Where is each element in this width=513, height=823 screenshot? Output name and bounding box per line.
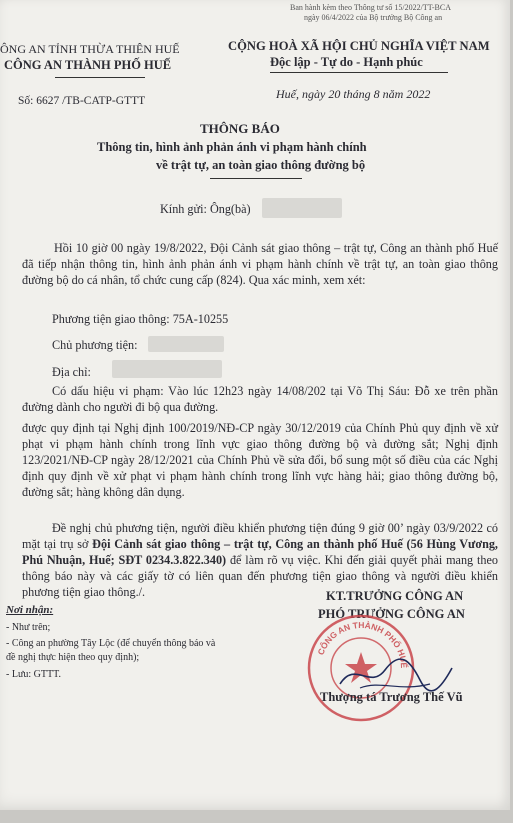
greeting: Kính gửi: Ông(bà) [160,202,251,216]
notice-title: THÔNG BÁO [200,121,280,136]
notice-subtitle-1: Thông tin, hình ảnh phản ánh vi phạm hành chính [97,140,367,154]
redacted-owner [148,336,224,352]
doc-number: Số: 6627 /TB-CATP-GTTT [18,95,146,107]
sign-title-1: KT.TRƯỞNG CÔNG AN [326,589,464,603]
request-part-1: Đề nghị chủ phương tiện, người điều khiển phương tiện đúng 9 giờ 00’ ngày 03/9/2022 có mặt tại trụ sở [22,521,498,551]
nation-line-1: CỘNG HOÀ XÃ HỘI CHỦ NGHĨA VIỆT NAM [228,39,490,53]
request-office: Đội Cảnh sát giao thông – trật tự, Công an thành phố Huế (56 Hùng Vương, Phú Nhuận, Huế; SĐT 0234.3.822.340) [22,537,498,567]
regulation-text: được quy định tại Nghị định 100/2019/NĐ-CP ngày 30/12/2019 của Chính Phủ quy định về xử phạt vi phạm hành chính trong lĩnh vực giao thông đường bộ và đường sắt; Nghị định 123/2021/NĐ-CP ngày 28/12/2021 của Chính Phủ về sửa đổi, bổ sung một số điều của các Nghị định quy định về xử phạt vi phạm hành chính trong lĩnh vực hàng hải; giao thông đường bộ, đường sắt; hàng không dân dụng. [22,421,498,499]
sign-title-2: PHÓ TRƯỞNG CÔNG AN [318,607,465,621]
vehicle-line: Phương tiện giao thông: 75A-10255 [52,312,229,326]
top-note-2: ngày 06/4/2022 của Bộ trưởng Bộ Công an [304,13,443,22]
request-text [22,520,498,600]
agency-underline [55,77,145,78]
nation-underline [270,72,448,73]
notice-subtitle-2: về trật tự, an toàn giao thông đường bộ [156,158,366,172]
top-note-1: Ban hành kèm theo Thông tư số 15/2022/TT-BCA [290,3,451,12]
place-date: Huế, ngày 20 tháng 8 năm 2022 [276,87,431,101]
violation-text: Có dấu hiệu vi phạm: Vào lúc 12h23 ngày 14/08/202 tại Võ Thị Sáu: Đỗ xe trên phần đường dành cho người đi bộ qua đường. [22,384,498,414]
title-underline [210,178,302,179]
request-part-2: để làm rõ vụ việc. Khi đến giải quyết phải mang theo thông báo này và các giấy tờ có liên quan đến phương tiện giao thông và người điều khiển phương tiện giao thông./. [22,553,498,599]
signer-name: Thượng tá Trương Thế Vũ [320,690,463,704]
recipient-1: - Như trên; [6,622,51,633]
recipient-2b: đề nghị thực hiện theo quy định); [6,652,140,663]
paragraph-intro: Hồi 10 giờ 00 ngày 19/8/2022, Đội Cảnh sát giao thông – trật tự, Công an thành phố Huế đã tiếp nhận thông tin, hình ảnh phản ánh vi phạm hành chính về trật tự, an toàn giao thông đường bộ do cá nhân, tổ chức cung cấp (824). Qua xác minh, xem xét: [22,241,498,287]
nation-line-2: Độc lập - Tự do - Hạnh phúc [270,55,423,69]
agency-line-1: ÔNG AN TỈNH THỪA THIÊN HUẾ [0,42,180,56]
owner-line: Chủ phương tiện: [52,338,138,352]
redacted-address [112,360,222,378]
recipient-2: - Công an phường Tây Lộc (để chuyển thông báo và [6,638,216,649]
stamp-text: CÔNG AN THÀNH PHỐ HUẾ [315,619,410,669]
address-line: Địa chỉ: [52,365,91,379]
recipient-3: - Lưu: GTTT. [6,669,61,680]
agency-line-2: CÔNG AN THÀNH PHỐ HUẾ [4,58,172,72]
redacted-name [262,198,342,218]
recipients-heading: Nơi nhận: [6,604,54,616]
